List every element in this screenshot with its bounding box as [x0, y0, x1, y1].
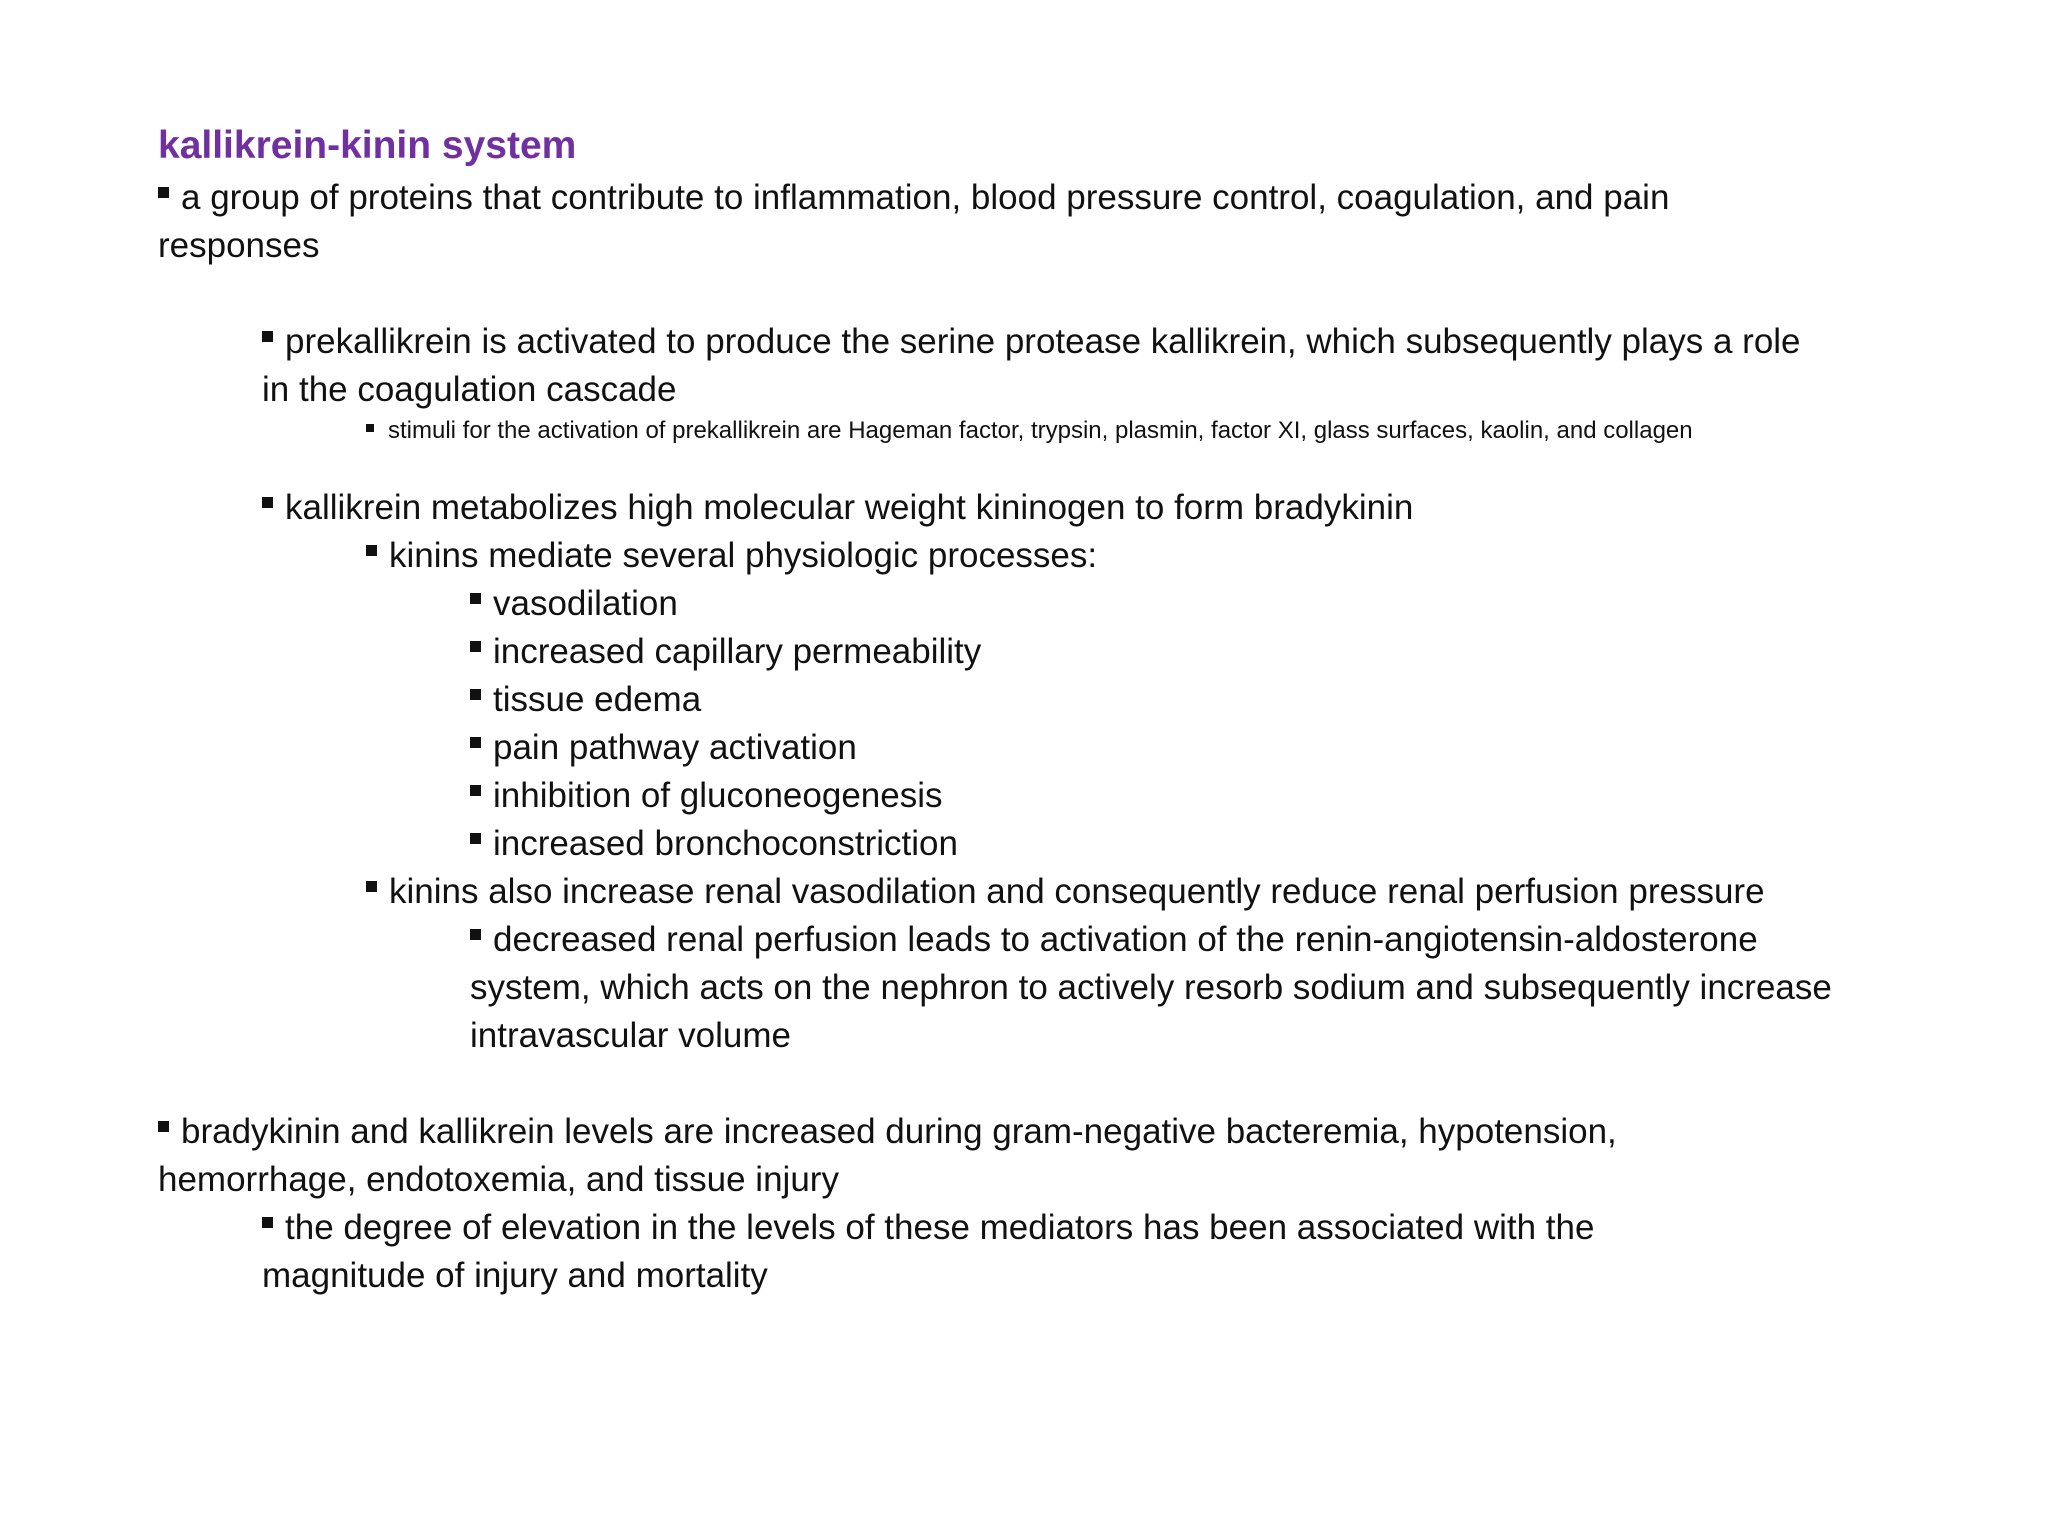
square-bullet-icon [158, 187, 169, 198]
square-bullet-icon [262, 497, 273, 508]
square-bullet-icon [158, 1121, 169, 1132]
bullet-item-level-3 [366, 868, 1966, 916]
bullet-item-level-4 [470, 580, 1870, 628]
bullet-text: prekallikrein is activated to produce the serine protease kallikrein, which subsequently plays a role in the coagulation cascade [262, 322, 1801, 409]
bullet-item-level-4 [470, 724, 1870, 772]
bullet-text: tissue edema [493, 680, 702, 719]
square-bullet-icon [470, 929, 481, 940]
square-bullet-icon [262, 1217, 273, 1228]
bullet-text: kallikrein metabolizes high molecular weight kininogen to form bradykinin [285, 488, 1414, 527]
bullet-text: pain pathway activation [493, 728, 857, 767]
bullet-item-level-2 [262, 318, 1822, 414]
square-bullet-icon [470, 641, 481, 652]
bullet-text: decreased renal perfusion leads to activation of the renin-angiotensin-aldosterone system, which acts on the nephron to actively resorb sodium and subsequently increase intravascular volume [470, 920, 1832, 1055]
bullet-item-level-4 [470, 772, 1870, 820]
bullet-text: bradykinin and kallikrein levels are increased during gram-negative bacteremia, hypotension, hemorrhage, endotoxemia, and tissue injury [158, 1112, 1617, 1199]
square-bullet-icon [470, 689, 481, 700]
bullet-item-level-4 [470, 628, 1870, 676]
bullet-text: stimuli for the activation of prekallikrein are Hageman factor, trypsin, plasmin, factor XI, glass surfaces, kaolin, and collagen [388, 417, 1693, 444]
square-bullet-icon [470, 785, 481, 796]
bullet-item-level-1 [158, 174, 1798, 270]
square-bullet-icon [262, 331, 273, 342]
square-bullet-icon [366, 424, 374, 432]
bullet-text: increased bronchoconstriction [493, 824, 958, 863]
bullet-text: the degree of elevation in the levels of these mediators has been associated with the magnitude of injury and mortality [262, 1208, 1595, 1295]
square-bullet-icon [366, 545, 377, 556]
square-bullet-icon [470, 737, 481, 748]
slide-title: kallikrein-kinin system [158, 124, 577, 167]
bullet-item-level-4 [470, 916, 1870, 1060]
bullet-text: increased capillary permeability [493, 632, 982, 671]
square-bullet-icon [470, 833, 481, 844]
bullet-item-level-4 [470, 676, 1870, 724]
bullet-item-level-2 [262, 1204, 1762, 1300]
bullet-text: kinins mediate several physiologic processes: [389, 536, 1098, 575]
bullet-item-level-2 [262, 484, 1862, 532]
bullet-item-level-4 [470, 820, 1870, 868]
square-bullet-icon [470, 593, 481, 604]
square-bullet-icon [366, 881, 377, 892]
bullet-item-level-3 [366, 532, 1866, 580]
bullet-text: kinins also increase renal vasodilation and consequently reduce renal perfusion pressure [389, 872, 1765, 911]
bullet-text: inhibition of gluconeogenesis [493, 776, 943, 815]
bullet-item-level-1 [158, 1108, 1758, 1204]
bullet-text: vasodilation [493, 584, 678, 623]
bullet-item-level-3 [366, 414, 2026, 448]
bullet-text: a group of proteins that contribute to inflammation, blood pressure control, coagulation, and pain responses [158, 178, 1670, 265]
